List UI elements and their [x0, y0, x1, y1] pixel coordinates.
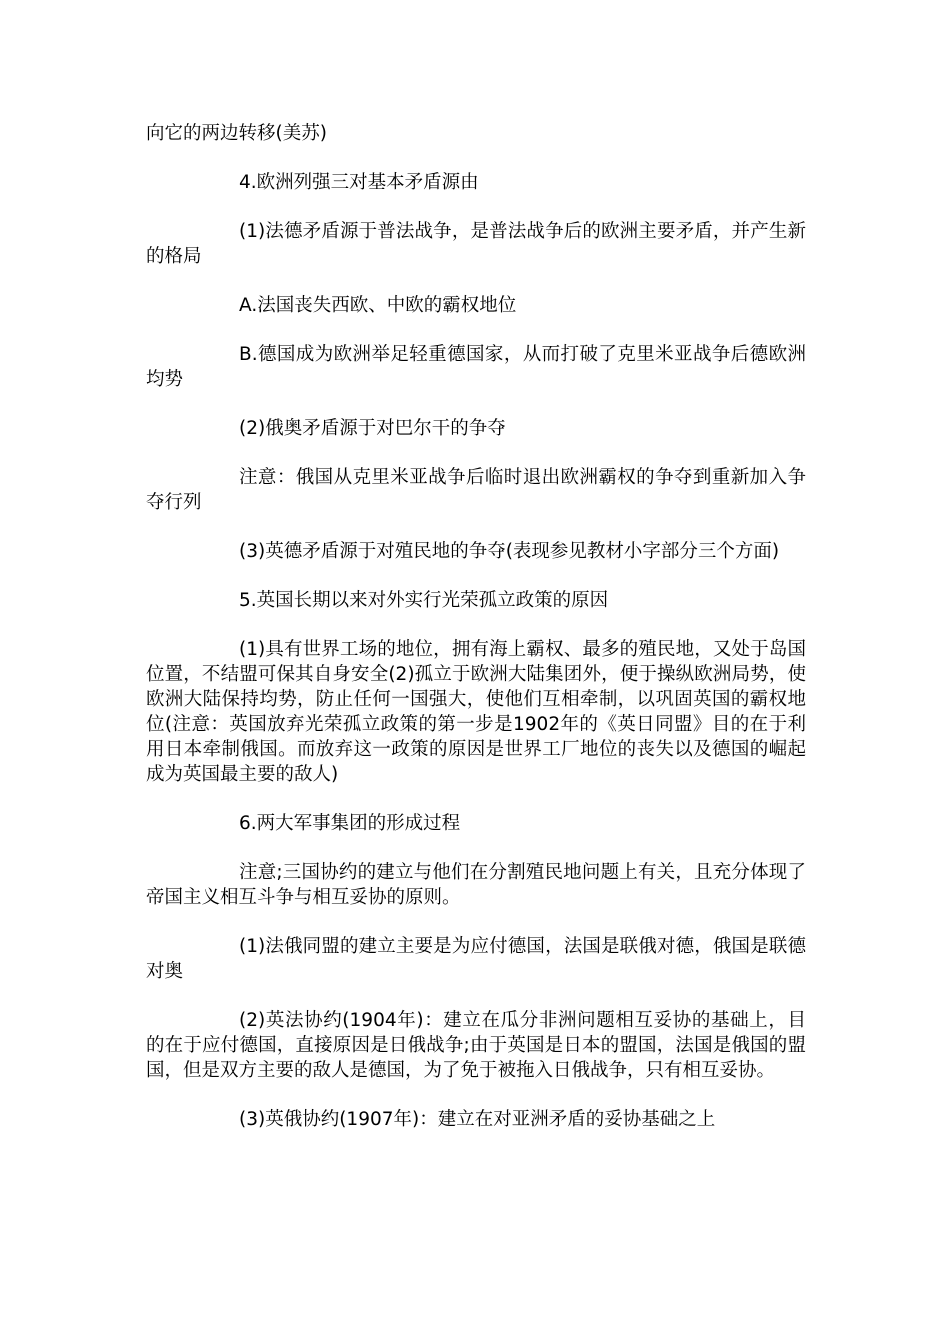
paragraph-splendid-isolation: (1)具有世界工场的地位，拥有海上霸权、最多的殖民地，又处于岛国位置，不结盟可保其自身安全(2)孤立于欧洲大陆集团外，便于操纵欧洲局势，使欧洲大陆保持均势，防止任何一国强大，使他们互相牵制，以巩固英国的霸权地位(注意：英国放弃光荣孤立政策的第一步是1902年的《英日同盟》目的在于利用日本牵制俄国。而放弃这一政策的原因是世界工厂地位的丧失以及德国的崛起成为英国最主要的敌人) — [146, 639, 806, 785]
paragraph-anglo-russian: (3)英俄协约(1907年)：建立在对亚洲矛盾的妥协基础之上 — [239, 1109, 716, 1130]
heading-5: 5.英国长期以来对外实行光荣孤立政策的原因 — [239, 590, 609, 611]
paragraph-b: B.德国成为欧洲举足轻重德国家，从而打破了克里米亚战争后德欧洲均势 — [146, 344, 806, 390]
heading-4: 4.欧洲列强三对基本矛盾源由 — [239, 172, 479, 193]
heading-6: 6.两大军事集团的形成过程 — [239, 813, 461, 834]
paragraph-entente-cordiale: (2)英法协约(1904年)：建立在瓜分非洲问题相互妥协的基础上，目的在于应付德国，直接原因是日俄战争;由于英国是日本的盟国，法国是俄国的盟国，但是双方主要的敌人是德国，为了免于被拖入日俄战争，只有相互妥协。 — [146, 1010, 806, 1081]
paragraph-franco-german: (1)法德矛盾源于普法战争，是普法战争后的欧洲主要矛盾，并产生新的格局 — [146, 221, 806, 267]
paragraph-0: 向它的两边转移(美苏) — [146, 123, 327, 144]
paragraph-russo-austrian: (2)俄奥矛盾源于对巴尔干的争夺 — [239, 418, 506, 439]
paragraph-note-russia: 注意：俄国从克里米亚战争后临时退出欧洲霸权的争夺到重新加入争夺行列 — [146, 467, 806, 513]
paragraph-franco-russian: (1)法俄同盟的建立主要是为应付德国，法国是联俄对德，俄国是联德对奥 — [146, 936, 806, 982]
paragraph-anglo-german: (3)英德矛盾源于对殖民地的争夺(表现参见教材小字部分三个方面) — [239, 541, 780, 562]
paragraph-note-entente: 注意;三国协约的建立与他们在分割殖民地问题上有关，且充分体现了帝国主义相互斗争与相互妥协的原则。 — [146, 862, 806, 908]
paragraph-a: A.法国丧失西欧、中欧的霸权地位 — [239, 295, 517, 316]
